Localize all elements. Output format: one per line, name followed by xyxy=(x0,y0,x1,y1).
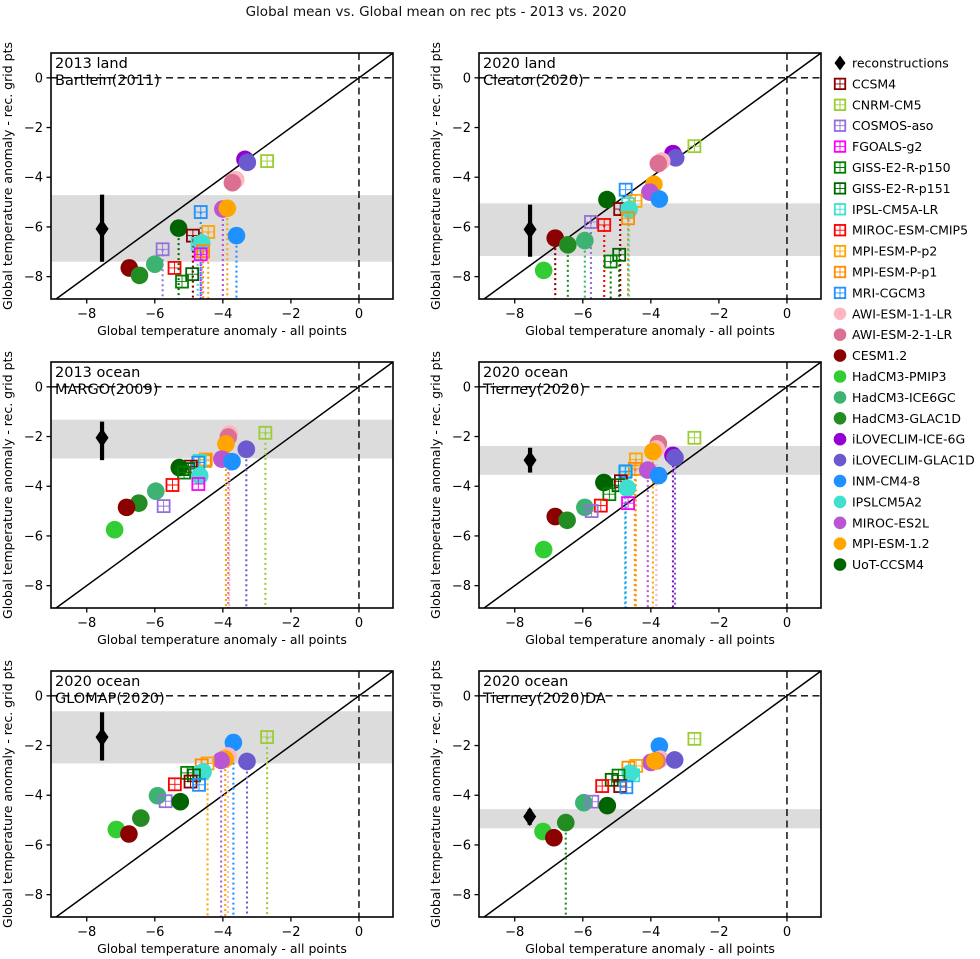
legend-label: MPI-ESM-1.2 xyxy=(852,536,930,552)
legend-label: AWI-ESM-1-1-LR xyxy=(852,306,953,322)
legend-label: AWI-ESM-2-1-LR xyxy=(852,327,953,343)
legend-label: UoT-CCSM4 xyxy=(852,557,924,573)
legend-item-iLOVECLIM-ICE-6G xyxy=(834,432,966,447)
y-axis xyxy=(0,42,51,310)
svg-text:−8: −8 xyxy=(451,888,471,904)
svg-text:−2: −2 xyxy=(451,430,471,446)
svg-text:−2: −2 xyxy=(451,739,471,755)
panel-2013-land xyxy=(0,30,435,339)
svg-text:−2: −2 xyxy=(281,307,301,322)
legend-item-CCSM4 xyxy=(835,76,896,91)
y-axis-label: Global temperature anomaly - rec. grid pts xyxy=(428,660,443,928)
svg-text:−2: −2 xyxy=(23,121,43,137)
svg-text:2020 ocean: 2020 ocean xyxy=(483,674,569,690)
legend-label: HadCM3-PMIP3 xyxy=(852,369,947,384)
legend-label: reconstructions xyxy=(852,55,949,71)
panel-title xyxy=(482,674,606,707)
svg-text:−8: −8 xyxy=(23,579,43,595)
svg-text:Tierney(2020)DA: Tierney(2020)DA xyxy=(483,691,606,707)
svg-text:0: 0 xyxy=(354,616,364,631)
panel-2020-ocean-tierney-da xyxy=(428,648,863,957)
svg-text:−8: −8 xyxy=(77,616,97,631)
panel-title xyxy=(483,56,584,89)
legend xyxy=(831,52,980,592)
legend-label: MIROC-ESM-CMIP5 xyxy=(852,222,969,238)
legend-label: IPSLCM5A2 xyxy=(852,494,923,510)
svg-text:0: 0 xyxy=(462,689,471,705)
legend-label: MRI-CGCM3 xyxy=(852,285,926,301)
panel-2020-ocean-glomap xyxy=(0,648,435,957)
legend-item-AWI-ESM-2-1-LR xyxy=(834,327,953,342)
panel-title xyxy=(55,56,160,89)
svg-text:0: 0 xyxy=(34,689,43,705)
panel-2020-ocean-tierney xyxy=(428,339,863,648)
svg-text:−6: −6 xyxy=(23,529,43,545)
legend-label: iLOVECLIM-GLAC1D xyxy=(852,452,975,468)
svg-text:−2: −2 xyxy=(281,616,301,631)
legend-item-GISS-E2-R-p151 xyxy=(835,181,951,196)
svg-text:−8: −8 xyxy=(23,270,43,286)
svg-text:2013 ocean: 2013 ocean xyxy=(55,365,141,381)
svg-text:−2: −2 xyxy=(23,739,43,755)
legend-label: FGOALS-g2 xyxy=(852,139,923,155)
legend-item-IPSLCM5A2 xyxy=(834,494,922,509)
y-axis xyxy=(0,660,51,928)
svg-text:−6: −6 xyxy=(451,838,471,854)
legend-item-MPI-ESM-P-p2 xyxy=(835,244,938,259)
svg-text:0: 0 xyxy=(782,307,792,322)
svg-text:−6: −6 xyxy=(573,616,593,631)
svg-text:0: 0 xyxy=(354,925,364,940)
x-axis xyxy=(77,299,363,338)
svg-text:0: 0 xyxy=(354,307,364,322)
legend-item-iLOVECLIM-GLAC1D xyxy=(834,453,975,468)
legend-item-MIROC-ES2L xyxy=(834,515,929,530)
svg-text:MARGO(2009): MARGO(2009) xyxy=(55,382,159,398)
svg-text:−8: −8 xyxy=(505,307,525,322)
legend-item-MRI-CGCM3 xyxy=(835,285,926,300)
svg-text:−8: −8 xyxy=(451,579,471,595)
svg-text:−4: −4 xyxy=(451,170,471,186)
legend-item-CESM1.2 xyxy=(834,348,908,363)
svg-text:Bartlein(2011): Bartlein(2011) xyxy=(55,73,160,89)
legend-label: HadCM3-GLAC1D xyxy=(852,410,962,426)
svg-text:−2: −2 xyxy=(709,616,729,631)
legend-item-UoT-CCSM4 xyxy=(834,557,924,572)
x-axis-label: Global temperature anomaly - all points xyxy=(97,941,347,956)
svg-text:−4: −4 xyxy=(641,925,661,940)
y-axis xyxy=(428,660,479,928)
legend-label: IPSL-CM5A-LR xyxy=(852,201,939,217)
x-axis xyxy=(505,299,791,338)
legend-item-FGOALS-g2 xyxy=(835,139,923,154)
legend-item-HadCM3-ICE6GC xyxy=(834,390,956,405)
svg-text:0: 0 xyxy=(782,925,792,940)
legend-label: MPI-ESM-P-p1 xyxy=(852,264,938,280)
legend-label: MIROC-ES2L xyxy=(852,515,929,531)
svg-text:0: 0 xyxy=(34,71,43,87)
svg-text:GLOMAP(2020): GLOMAP(2020) xyxy=(55,691,165,707)
svg-text:−8: −8 xyxy=(23,888,43,904)
svg-text:−6: −6 xyxy=(145,307,165,322)
svg-text:−6: −6 xyxy=(23,220,43,236)
x-axis xyxy=(505,917,791,956)
svg-text:2020 ocean: 2020 ocean xyxy=(55,674,141,690)
legend-label: iLOVECLIM-ICE-6G xyxy=(852,431,966,447)
svg-text:−4: −4 xyxy=(451,479,471,495)
svg-text:−4: −4 xyxy=(23,788,43,804)
y-axis-label: Global temperature anomaly - rec. grid pts xyxy=(0,351,15,619)
figure-title: Global mean vs. Global mean on rec pts - 2013 vs. 2020 xyxy=(245,4,627,20)
x-axis-label: Global temperature anomaly - all points xyxy=(525,323,775,338)
legend-item-reconstructions xyxy=(835,56,949,71)
legend-item-MPI-ESM-P-p1 xyxy=(835,265,938,280)
legend-item-COSMOS-aso xyxy=(835,118,934,133)
svg-text:0: 0 xyxy=(462,380,471,396)
legend-label: MPI-ESM-P-p2 xyxy=(852,243,938,259)
svg-text:−2: −2 xyxy=(451,121,471,137)
svg-text:0: 0 xyxy=(34,380,43,396)
svg-text:2020 ocean: 2020 ocean xyxy=(483,365,569,381)
svg-text:Tierney(2020): Tierney(2020) xyxy=(483,382,585,398)
svg-text:−4: −4 xyxy=(23,170,43,186)
svg-text:−6: −6 xyxy=(23,838,43,854)
x-axis xyxy=(505,608,791,647)
y-axis xyxy=(0,351,51,619)
legend-label: INM-CM4-8 xyxy=(852,473,921,489)
svg-text:−4: −4 xyxy=(23,479,43,495)
svg-text:−4: −4 xyxy=(213,307,233,322)
svg-text:−2: −2 xyxy=(709,925,729,940)
y-axis xyxy=(428,351,479,619)
legend-item-MIROC-ESM-CMIP5 xyxy=(835,223,968,238)
panel-2013-ocean xyxy=(0,339,435,648)
identity-line xyxy=(484,671,821,917)
y-axis xyxy=(428,42,479,310)
svg-text:2013 land: 2013 land xyxy=(55,56,128,72)
svg-text:−2: −2 xyxy=(709,307,729,322)
svg-text:−4: −4 xyxy=(213,925,233,940)
svg-text:−8: −8 xyxy=(451,270,471,286)
x-axis-label: Global temperature anomaly - all points xyxy=(525,632,775,647)
svg-text:−4: −4 xyxy=(641,307,661,322)
legend-item-HadCM3-PMIP3 xyxy=(834,369,947,384)
legend-label: COSMOS-aso xyxy=(852,118,934,134)
svg-text:−8: −8 xyxy=(77,925,97,940)
y-axis-label: Global temperature anomaly - rec. grid pts xyxy=(0,42,15,310)
legend-label: GISS-E2-R-p150 xyxy=(852,160,951,175)
svg-text:−2: −2 xyxy=(281,925,301,940)
panel-title xyxy=(55,365,158,398)
y-axis-label: Global temperature anomaly - rec. grid pts xyxy=(428,42,443,310)
svg-text:0: 0 xyxy=(462,71,471,87)
svg-text:−8: −8 xyxy=(77,307,97,322)
legend-item-MPI-ESM-1.2 xyxy=(834,536,930,551)
legend-label: HadCM3-ICE6GC xyxy=(852,389,956,405)
y-axis-label: Global temperature anomaly - rec. grid pts xyxy=(428,351,443,619)
panel-2020-land xyxy=(428,30,863,339)
panel-title xyxy=(482,365,585,398)
svg-text:−6: −6 xyxy=(451,220,471,236)
identity-line xyxy=(484,362,821,608)
legend-label: CNRM-CM5 xyxy=(852,97,922,113)
legend-label: CESM1.2 xyxy=(852,348,908,364)
svg-text:−4: −4 xyxy=(213,616,233,631)
svg-text:0: 0 xyxy=(782,616,792,631)
identity-line xyxy=(56,53,393,299)
svg-text:2020 land: 2020 land xyxy=(483,56,556,72)
panel-title xyxy=(55,674,165,707)
legend-label: CCSM4 xyxy=(852,76,897,92)
legend-item-CNRM-CM5 xyxy=(835,97,922,112)
x-axis-label: Global temperature anomaly - all points xyxy=(97,632,347,647)
legend-item-AWI-ESM-1-1-LR xyxy=(834,306,953,321)
x-axis xyxy=(77,608,363,647)
svg-text:Cleator(2020): Cleator(2020) xyxy=(483,73,584,89)
x-axis xyxy=(77,917,363,956)
svg-text:−4: −4 xyxy=(641,616,661,631)
svg-text:−4: −4 xyxy=(451,788,471,804)
svg-text:−8: −8 xyxy=(505,616,525,631)
legend-item-IPSL-CM5A-LR xyxy=(835,202,939,217)
svg-text:−8: −8 xyxy=(505,925,525,940)
svg-text:−6: −6 xyxy=(451,529,471,545)
legend-item-GISS-E2-R-p150 xyxy=(835,160,951,175)
svg-text:−2: −2 xyxy=(23,430,43,446)
svg-text:−6: −6 xyxy=(573,307,593,322)
svg-text:−6: −6 xyxy=(145,925,165,940)
legend-item-INM-CM4-8 xyxy=(834,474,921,489)
svg-text:−6: −6 xyxy=(145,616,165,631)
model-points xyxy=(534,733,700,847)
x-axis-label: Global temperature anomaly - all points xyxy=(97,323,347,338)
identity-line xyxy=(56,362,393,608)
svg-text:−6: −6 xyxy=(573,925,593,940)
y-axis-label: Global temperature anomaly - rec. grid pts xyxy=(0,660,15,928)
x-axis-label: Global temperature anomaly - all points xyxy=(525,941,775,956)
legend-label: GISS-E2-R-p151 xyxy=(852,180,951,196)
legend-item-HadCM3-GLAC1D xyxy=(834,411,961,426)
